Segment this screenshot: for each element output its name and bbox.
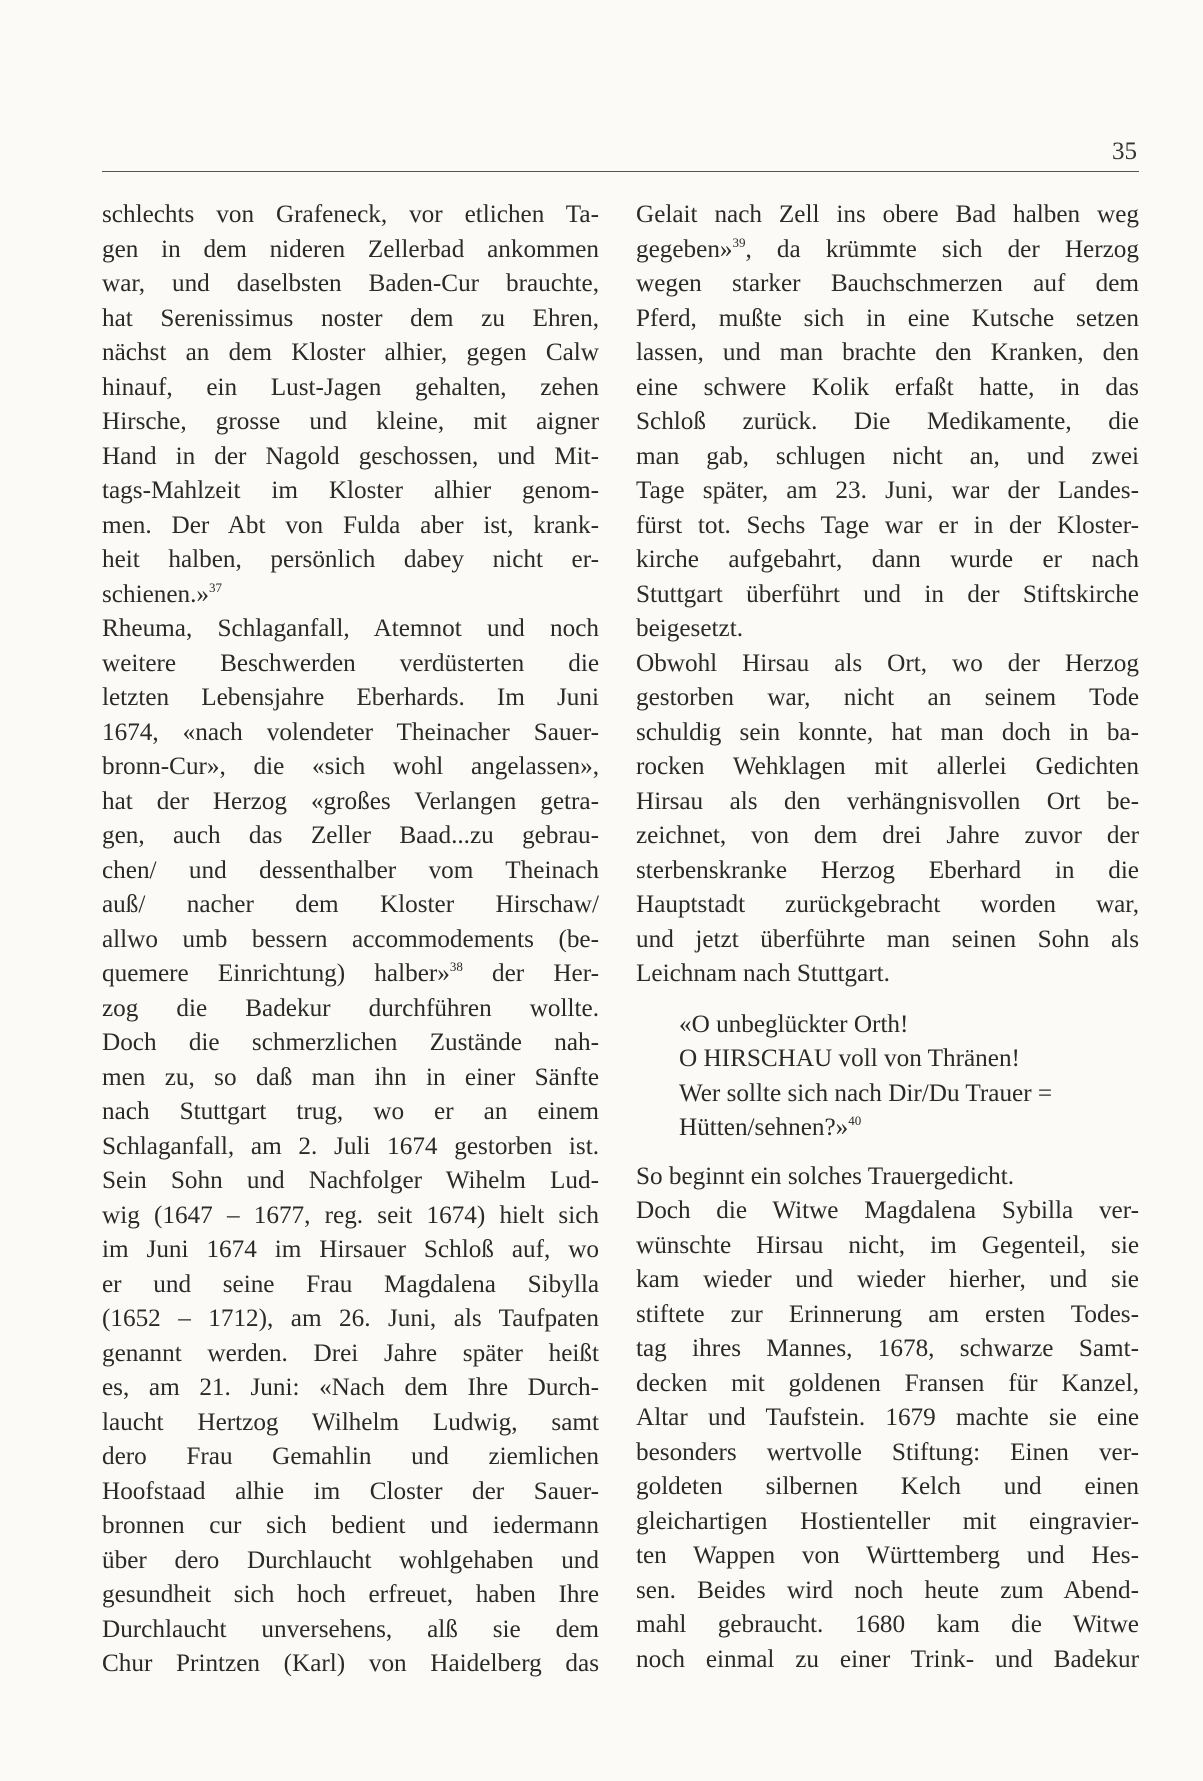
text-line [102,1647,599,1682]
text-line [102,371,599,406]
text-line [636,1470,1139,1505]
text-line-content: und jetzt überführte man seinen Sohn als [636,925,1139,953]
text-line-content: lassen, und man brachte den Kranken, den [636,339,1139,366]
text-line [636,405,1139,440]
text-line [636,1229,1139,1264]
text-line-content: wünschte Hirsau nicht, im Gegenteil, sie [636,1231,1139,1259]
text-line [102,1095,599,1130]
text-line [679,1008,1139,1043]
text-line-content: kirche aufgebahrt, dann wurde er nach [636,546,1139,573]
text-line [102,198,599,233]
text-line [102,612,599,647]
text-line [102,750,599,785]
text-line-content: quemere Einrichtung) halber» [102,960,450,987]
text-line-content: Hoofstaad alhie im Closter der Sauer- [102,1477,599,1505]
text-line-content: heit halben, persönlich dabey nicht er- [102,546,599,573]
text-line [102,1199,599,1234]
poem-quote [636,1008,1139,1146]
text-line [102,578,599,613]
text-line [636,785,1139,820]
text-line-content: gleichartigen Hostienteller mit eingravier- [636,1507,1139,1535]
text-line [636,440,1139,475]
text-line [102,716,599,751]
text-line [102,1578,599,1613]
text-line [636,854,1139,889]
text-line-content: (1652 – 1712), am 26. Juni, als Taufpaten [102,1305,599,1332]
text-line-content: Schloß zurück. Die Medikamente, die [636,408,1139,435]
text-line [636,1263,1139,1298]
text-line-content: zog die Badekur durchführen wollte. [102,994,599,1022]
text-line [636,543,1139,578]
text-line-content: rocken Wehklagen mit allerlei Gedichten [636,753,1139,780]
text-line [102,1061,599,1096]
text-line-content: gen, auch das Zeller Baad...zu gebrau- [102,822,599,849]
text-line-content: schuldig sein konnte, hat man doch in ba- [636,718,1139,746]
text-line [102,854,599,889]
text-line [102,302,599,337]
text-line-content: wegen starker Bauchschmerzen auf dem [636,270,1139,297]
text-line-content: kam wieder und wieder hierher, und sie [636,1266,1139,1293]
text-line [102,440,599,475]
text-line-continuation: , da krümmte sich der Herzog [745,235,1139,263]
text-line-content: Rheuma, Schlaganfall, Atemnot und noch [102,615,599,642]
footnote-marker: 40 [848,1113,862,1128]
text-line [102,1371,599,1406]
text-line-content: laucht Hertzog Wilhelm Ludwig, samt [102,1408,599,1436]
text-line [636,1574,1139,1609]
text-line-content: gegeben» [636,235,733,263]
text-line [636,1298,1139,1333]
text-line [636,371,1139,406]
text-line [636,336,1139,371]
text-line-content: Obwohl Hirsau als Ort, wo der Herzog [636,649,1139,677]
text-line-content: es, am 21. Juni: «Nach dem Ihre Durch- [102,1374,599,1401]
text-line [636,647,1139,682]
text-line-content: gestorben war, nicht an seinem Tode [636,684,1139,711]
text-line-content: ten Wappen von Württemberg und Hes- [636,1542,1139,1569]
text-line-content: schlechts von Grafeneck, vor etlichen Ta- [102,201,599,228]
right-column-top [636,198,1139,992]
text-line-content: nächst an dem Kloster alhier, gegen Calw [102,339,599,366]
text-line [102,681,599,716]
text-line-content: beigesetzt. [636,615,743,642]
text-line-content: Stuttgart überführt und in der Stiftskirche [636,580,1139,608]
text-line-content: Hirsau als den verhängnisvollen Ort be- [636,787,1139,815]
left-column [102,198,599,1682]
right-column [636,198,1139,1677]
text-line-content: Chur Printzen (Karl) von Haidelberg das [102,1650,599,1677]
text-line [102,1026,599,1061]
text-line [636,1332,1139,1367]
footnote-marker: 37 [209,579,223,595]
header-rule [102,171,1139,172]
text-line [102,405,599,440]
text-line [102,819,599,854]
text-line-content: Schlaganfall, am 2. Juli 1674 gestorben ist. [102,1132,599,1160]
text-line-content: im Juni 1674 im Hirsauer Schloß auf, wo [102,1236,599,1263]
text-line-content: hinauf, ein Lust-Jagen gehalten, zehen [102,373,599,401]
page-number: 35 [1112,138,1137,165]
text-line-content: decken mit goldenen Fransen für Kanzel, [636,1369,1139,1397]
text-line [102,1544,599,1579]
text-line [102,1302,599,1337]
text-line [636,957,1139,992]
text-line [102,1164,599,1199]
text-line-content: stiftete zur Erinnerung am ersten Todes- [636,1300,1139,1328]
footnote-marker: 38 [449,959,463,974]
text-line [102,267,599,302]
text-line [636,1436,1139,1471]
text-line [102,1406,599,1441]
right-column-bottom [636,1160,1139,1678]
text-line [102,957,599,992]
text-line [102,474,599,509]
text-line-content: schienen.» [102,580,210,608]
text-line-content: Hütten/sehnen?» [679,1114,849,1141]
text-line-content: Hand in der Nagold geschossen, und Mit- [102,442,599,470]
text-line-content: allwo umb bessern accommodements (be- [102,925,599,953]
text-line-content: O HIRSCHAU voll von Thränen! [679,1045,1020,1072]
text-line-content: wig (1647 – 1677, reg. seit 1674) hielt sich [102,1201,599,1229]
text-line-content: war, und daselbsten Baden-Cur brauchte, [102,270,599,297]
text-line [102,1509,599,1544]
text-line [636,1194,1139,1229]
text-line [636,923,1139,958]
text-line [636,1608,1139,1643]
text-line-content: Doch die Witwe Magdalena Sybilla ver- [636,1197,1139,1224]
text-line-content: chen/ und dessenthalber vom Theinach [102,856,599,884]
text-line [102,233,599,268]
text-line-content: eine schwere Kolik erfaßt hatte, in das [636,373,1139,401]
text-line-content: Wer sollte sich nach Dir/Du Trauer = [679,1079,1053,1107]
text-line-content: Tage später, am 23. Juni, war der Landes- [636,477,1139,504]
text-line-content: zeichnet, von dem drei Jahre zuvor der [636,822,1139,849]
text-line-content: auß/ nacher dem Kloster Hirschaw/ [102,891,599,918]
text-line-content: hat Serenissimus noster dem zu Ehren, [102,304,599,332]
text-line-content: hat der Herzog «großes Verlangen getra- [102,787,599,815]
text-line-content: men. Der Abt von Fulda aber ist, krank- [102,511,599,539]
text-line-continuation: der Her- [462,960,599,987]
text-line [102,647,599,682]
text-line-content: genannt werden. Drei Jahre später heißt [102,1339,599,1367]
text-line [636,1160,1139,1195]
text-line [636,267,1139,302]
text-line-content: tags-Mahlzeit im Kloster alhier genom- [102,477,599,504]
text-line-content: sen. Beides wird noch heute zum Abend- [636,1576,1139,1604]
text-line-content: Pferd, mußte sich in eine Kutsche setzen [636,304,1139,332]
text-line [636,1539,1139,1574]
text-line [679,1077,1139,1112]
text-line-content: gesundheit sich hoch erfreuet, haben Ihre [102,1581,599,1608]
text-line [102,923,599,958]
text-line [636,509,1139,544]
text-line [636,888,1139,923]
text-line [102,509,599,544]
text-line [102,1613,599,1648]
text-line-content: tag ihres Mannes, 1678, schwarze Samt- [636,1335,1139,1362]
text-line-content: Sein Sohn und Nachfolger Wihelm Lud- [102,1167,599,1194]
text-line [102,336,599,371]
text-line-content: letzten Lebensjahre Eberhards. Im Juni [102,684,599,711]
text-line-content: er und seine Frau Magdalena Sibylla [102,1270,599,1298]
text-line-content: über dero Durchlaucht wohlgehaben und [102,1546,599,1574]
text-line-content: men zu, so daß man ihn in einer Sänfte [102,1063,599,1091]
text-line [102,1233,599,1268]
text-line [102,1337,599,1372]
text-line [636,198,1139,233]
text-line [636,819,1139,854]
text-line-content: weitere Beschwerden verdüsterten die [102,649,599,677]
text-line [636,1367,1139,1402]
text-line-content: mahl gebraucht. 1680 kam die Witwe [636,1611,1139,1638]
text-line-content: Doch die schmerzlichen Zustände nah- [102,1029,599,1056]
text-line-content: dero Frau Gemahlin und ziemlichen [102,1443,599,1470]
text-line-content: man gab, schlugen nicht an, und zwei [636,442,1139,470]
text-line-content: Durchlaucht unversehens, alß sie dem [102,1615,599,1643]
text-line [102,888,599,923]
text-line [636,302,1139,337]
text-line [636,474,1139,509]
text-line-content: noch einmal zu einer Trink- und Badekur [636,1645,1139,1673]
text-line-content: 1674, «nach volendeter Theinacher Sauer- [102,718,599,746]
text-line-content: So beginnt ein solches Trauergedicht. [636,1162,1015,1190]
text-line [636,716,1139,751]
text-line [102,1268,599,1303]
text-line-content: gen in dem nideren Zellerbad ankommen [102,235,599,263]
text-line [102,1440,599,1475]
text-line [636,1505,1139,1540]
text-line [679,1111,1139,1146]
text-line-content: fürst tot. Sechs Tage war er in der Kloster- [636,511,1139,539]
text-line [102,992,599,1027]
text-line [636,612,1139,647]
text-line [636,233,1139,268]
text-line [636,1643,1139,1678]
text-line-content: sterbenskranke Herzog Eberhard in die [636,856,1139,884]
text-line-content: Hauptstadt zurückgebracht worden war, [636,891,1139,918]
text-line-content: nach Stuttgart trug, wo er an einem [102,1098,599,1125]
text-line-content: Leichnam nach Stuttgart. [636,960,890,987]
text-line [679,1042,1139,1077]
text-line-content: «O unbeglückter Orth! [679,1010,909,1038]
text-line [102,1475,599,1510]
text-line-content: bronnen cur sich bedient und iedermann [102,1512,599,1539]
text-line-content: bronn-Cur», die «sich wohl angelassen», [102,753,599,780]
text-line-content: besonders wertvolle Stiftung: Einen ver- [636,1438,1139,1466]
text-line [636,681,1139,716]
text-line-content: Altar und Taufstein. 1679 machte sie eine [636,1404,1139,1431]
text-line [102,1130,599,1165]
text-line [102,785,599,820]
text-line [102,543,599,578]
text-line [636,578,1139,613]
text-line-content: Gelait nach Zell ins obere Bad halben weg [636,201,1139,228]
text-line [636,750,1139,785]
text-line-content: Hirsche, grosse und kleine, mit aigner [102,408,599,435]
footnote-marker: 39 [732,234,746,250]
text-line [636,1401,1139,1436]
text-line-content: goldeten silbernen Kelch und einen [636,1473,1139,1500]
